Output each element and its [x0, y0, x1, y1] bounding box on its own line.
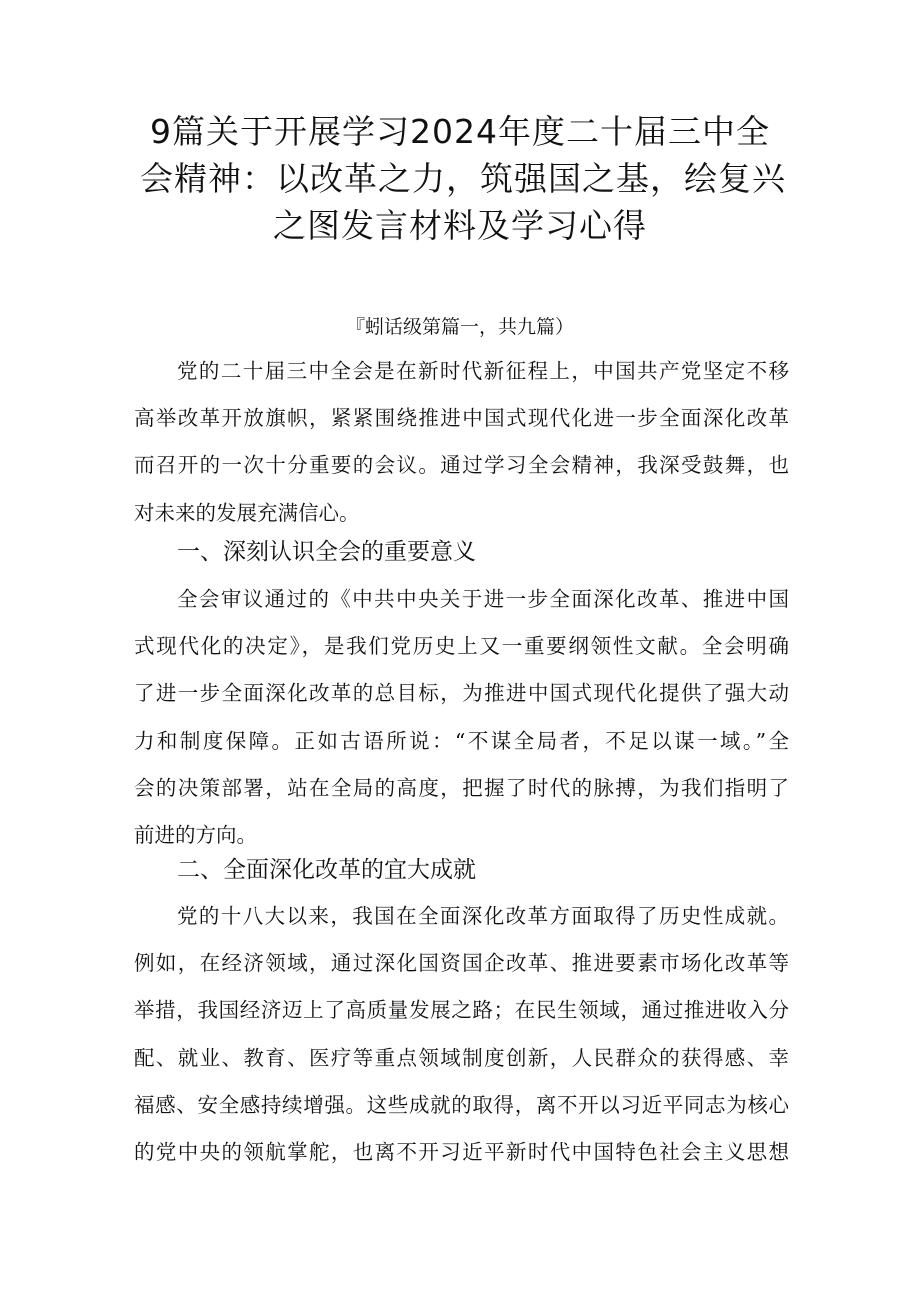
paragraph-line: 党的十八大以来，我国在全面深化改革方面取得了历史性成就。 [177, 904, 789, 928]
paragraph-line: 了进一步全面深化改革的总目标，为推进中国式现代化提供了强大动 [134, 681, 789, 706]
paragraph-line: 例如，在经济领域，通过深化国资国企改革、推进要素市场化改革等 [134, 951, 789, 976]
paragraph-line: 福感、安全感持续增强。这些成就的取得，离不开以习近平同志为核心 [134, 1092, 789, 1117]
paragraph-line: 的党中央的领航掌舵，也离不开习近平新时代中国特色社会主义思想 [134, 1139, 789, 1164]
paragraph-line: 全会审议通过的《中共中央关于进一步全面深化改革、推进中国 [177, 587, 789, 611]
paragraph-line: 配、就业、教育、医疗等重点领域制度创新，人民群众的获得感、幸 [134, 1045, 789, 1070]
paragraph-line: 而召开的一次十分重要的会议。通过学习全会精神，我深受鼓舞，也 [134, 453, 789, 478]
paragraph-line: 党的二十届三中全会是在新时代新征程上，中国共产党坚定不移 [177, 359, 789, 383]
title-line: 会精神：以改革之力，筑强国之基，绘复兴 [140, 159, 786, 198]
paragraph-significance [134, 576, 789, 859]
section-heading-2: 二、全面深化改革的宜大成就 [177, 857, 476, 883]
paragraph-achievements [134, 893, 789, 1176]
paragraph-line: 举措，我国经济迈上了高质量发展之路；在民生领域，通过推进收入分 [134, 998, 789, 1023]
paragraph-line: 式现代化的决定》，是我们党历史上又一重要纲领性文献。全会明确 [134, 634, 789, 659]
paragraph-line: 力和制度保障。正如古语所说：“不谋全局者，不足以谋一域。”全 [134, 728, 789, 753]
title-line: 之图发言材料及学习心得 [273, 206, 647, 245]
document-title [140, 108, 786, 249]
title-line: 9篇关于开展学习2024年度二十届三中全 [150, 112, 770, 151]
paragraph-line: 对未来的发展充满信心。 [134, 500, 360, 525]
paragraph-line: 高举改革开放旗帜，紧紧围绕推进中国式现代化进一步全面深化改革 [134, 406, 789, 431]
section-heading-1: 一、深刻认识全会的重要意义 [177, 539, 476, 565]
paragraph-line: 前进的方向。 [134, 822, 257, 847]
document-subtitle: 『蚓话级第篇一，共九篇） [345, 316, 574, 338]
paragraph-intro [134, 348, 789, 537]
paragraph-line: 会的决策部署，站在全局的高度，把握了时代的脉搏，为我们指明了 [134, 775, 789, 800]
